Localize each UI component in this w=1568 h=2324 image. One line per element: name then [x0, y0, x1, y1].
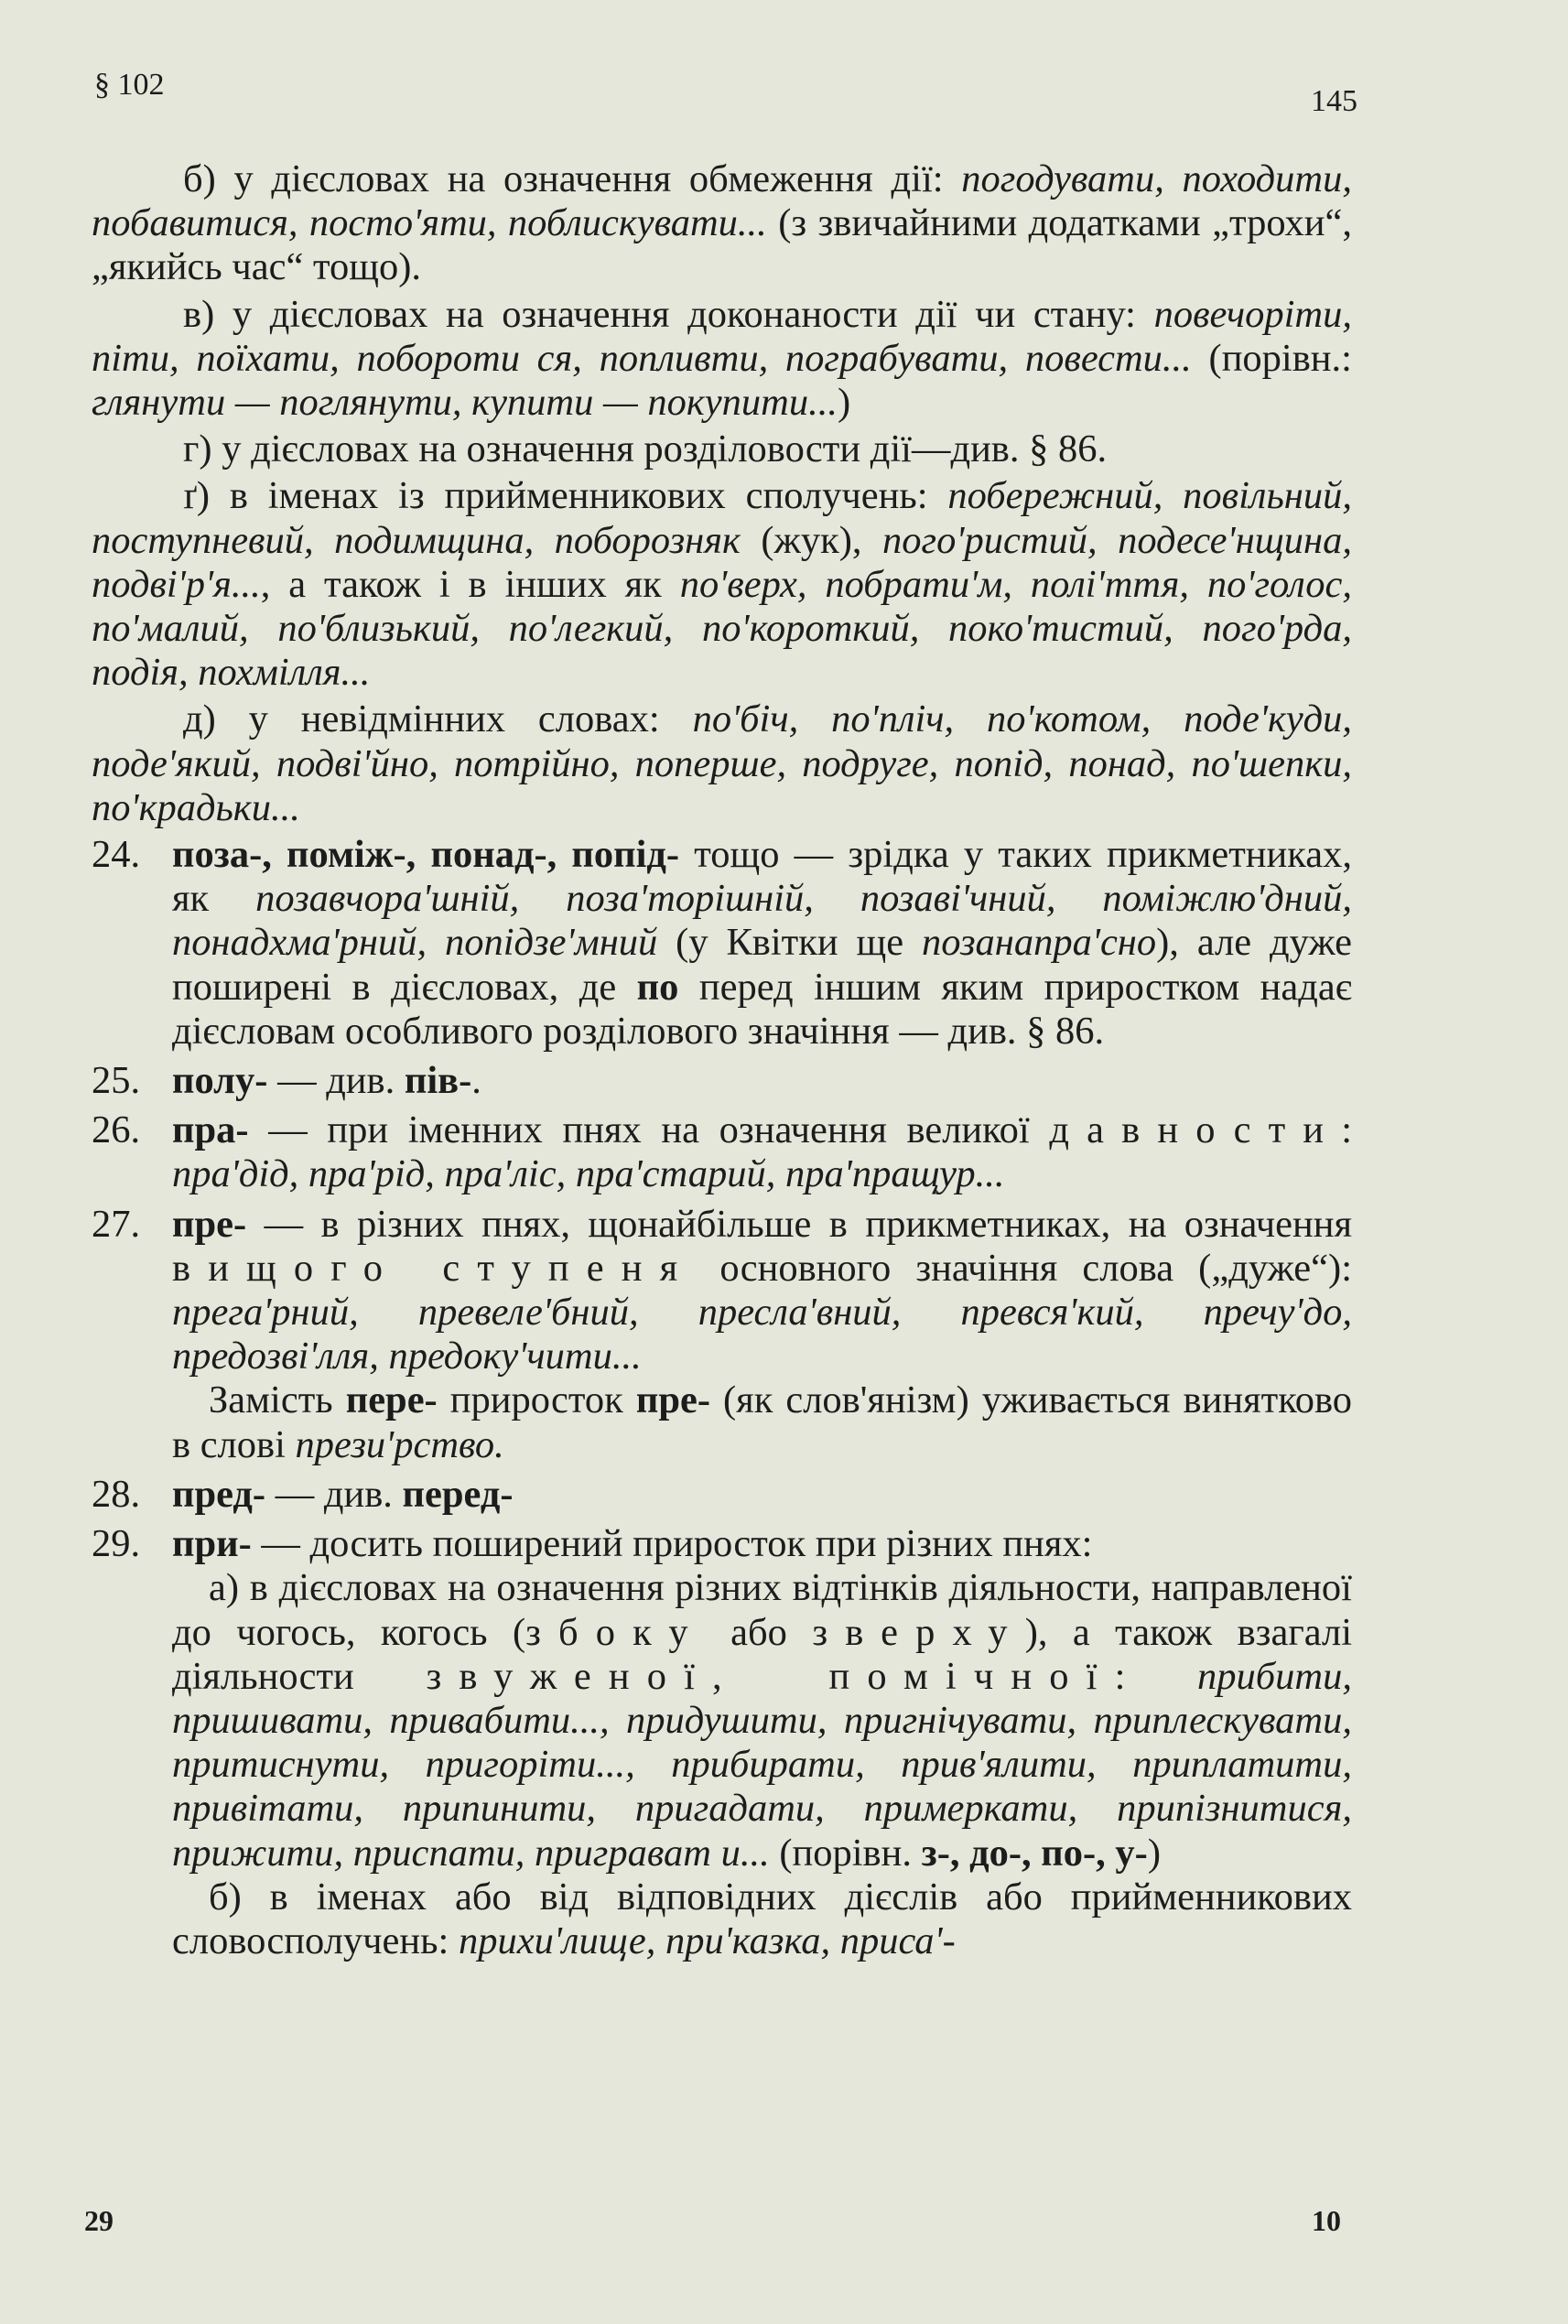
sheet-signature-left: 29	[84, 2204, 114, 2237]
item-text: пред- — див. перед-	[172, 1472, 514, 1516]
item-text: пре- — в різних пнях, щонайбільше в прикметниках, на означення вищого ступеня основного значіння слова („дуже“): прега'рний, превеле'бний, пресла'вний, превся'кий, пречу'до, предозві'лля, предоку'чити... Замість пере- приросток пре- (як слов'янізм) уживається винятково в слові прези'рство.	[172, 1202, 1352, 1466]
item-number: 28.	[92, 1472, 141, 1516]
list-item-26	[92, 1108, 1352, 1196]
item-number: 24.	[92, 833, 141, 877]
list-item-28	[92, 1473, 1352, 1517]
list-item-29	[92, 1522, 1352, 1963]
item-27-note: Замість пере- приросток пре- (як слов'янізм) уживається винятково в слові прези'рство.	[172, 1378, 1352, 1466]
item-number: 27.	[92, 1202, 141, 1246]
paragraph-v: в) у дієсловах на означення доконаности дії чи стану: повечоріти, піти, поїхати, побороти ся, попливти, пограбувати, повести... (порівн.: глянути — поглянути, купити — покупити...)	[92, 292, 1352, 425]
page-number: 145	[1311, 84, 1357, 118]
paragraph-gg: ґ) в іменах із прийменникових сполучень: побережний, повільний, поступневий, подимщина, поборозняк (жук), пого'ристий, подесе'нщина, подві'р'я..., а також і в інших як по'верх, побрати'м, полі'ття, по'голос, по'малий, по'близький, по'легкий, по'короткий, поко'тистий, пого'рда, подія, похмілля...	[92, 474, 1353, 695]
item-number: 25.	[92, 1059, 141, 1103]
paragraph-g: г) у дієсловах на означення розділовости дії—див. § 86.	[183, 427, 1108, 471]
page-body	[92, 157, 1352, 1969]
item-29-b: б) в іменах або від відповідних дієслів або прийменникових словосполучень: прихи'лище, при'казка, приса'-	[172, 1875, 1352, 1962]
paragraph-b: б) у дієсловах на означення обмеження дії: погодувати, походити, побавитися, посто'яти, поблискувати... (з звичайними додатками „трохи“, „якийсь час“ тощо).	[92, 157, 1352, 289]
list-item-24	[92, 833, 1352, 1054]
sheet-signature-right: 10	[1312, 2204, 1341, 2237]
list-item-27	[92, 1203, 1352, 1467]
section-header: § 102	[94, 68, 165, 102]
item-text: при- — досить поширений приросток при різних пнях: а) в дієсловах на означення різних відтінків діяльности, направленої до чогось, когось (збоку або зверху), а також взагалі діяльности звуженої, помічної: прибити, пришивати, привабити..., придушити, пригнічувати, приплескувати, притиснути, пригоріти..., прибирати, прив'ялити, приплатити, привітати, припинити, пригадати, примеркати, припізнитися, прижити, приспати, приграват и... (порівн. з-, до-, по-, у-) б) в іменах або від відповідних дієслів або прийменникових словосполучень: прихи'лище, при'казка, приса'-	[172, 1522, 1352, 1962]
item-number: 29.	[92, 1522, 141, 1566]
item-29-a: а) в дієсловах на означення різних відтінків діяльности, направленої до чогось, когось (збоку або зверху), а також взагалі діяльности звуженої, помічної: прибити, пришивати, привабити..., придушити, пригнічувати, приплескувати, притиснути, пригоріти..., прибирати, прив'ялити, приплатити, привітати, припинити, пригадати, примеркати, припізнитися, прижити, приспати, приграват и... (порівн. з-, до-, по-, у-)	[172, 1566, 1352, 1875]
item-text: полу- — див. пів-.	[172, 1059, 481, 1103]
item-text: пра- — при іменних пнях на означення великої давности: пра'дід, пра'рід, пра'ліс, пра'старий, пра'пращур...	[172, 1108, 1352, 1196]
item-text: поза-, поміж-, понад-, попід- тощо — зрідка у таких прикметниках, як позавчора'шній, поза'торішній, позаві'чний, поміжлю'дний, понадхма'рний, попідзе'мний (у Квітки ще позанапра'сно), але дуже поширені в дієсловах, де по перед іншим яким приростком надає дієсловам особливого розділового значіння — див. § 86.	[172, 833, 1353, 1053]
item-number: 26.	[92, 1108, 141, 1152]
list-item-25	[92, 1059, 1352, 1103]
paragraph-d: д) у невідмінних словах: по'біч, по'пліч, по'котом, поде'куди, поде'який, подві'йно, потрійно, поперше, подруге, попід, понад, по'шепки, по'крадьки...	[92, 697, 1353, 829]
